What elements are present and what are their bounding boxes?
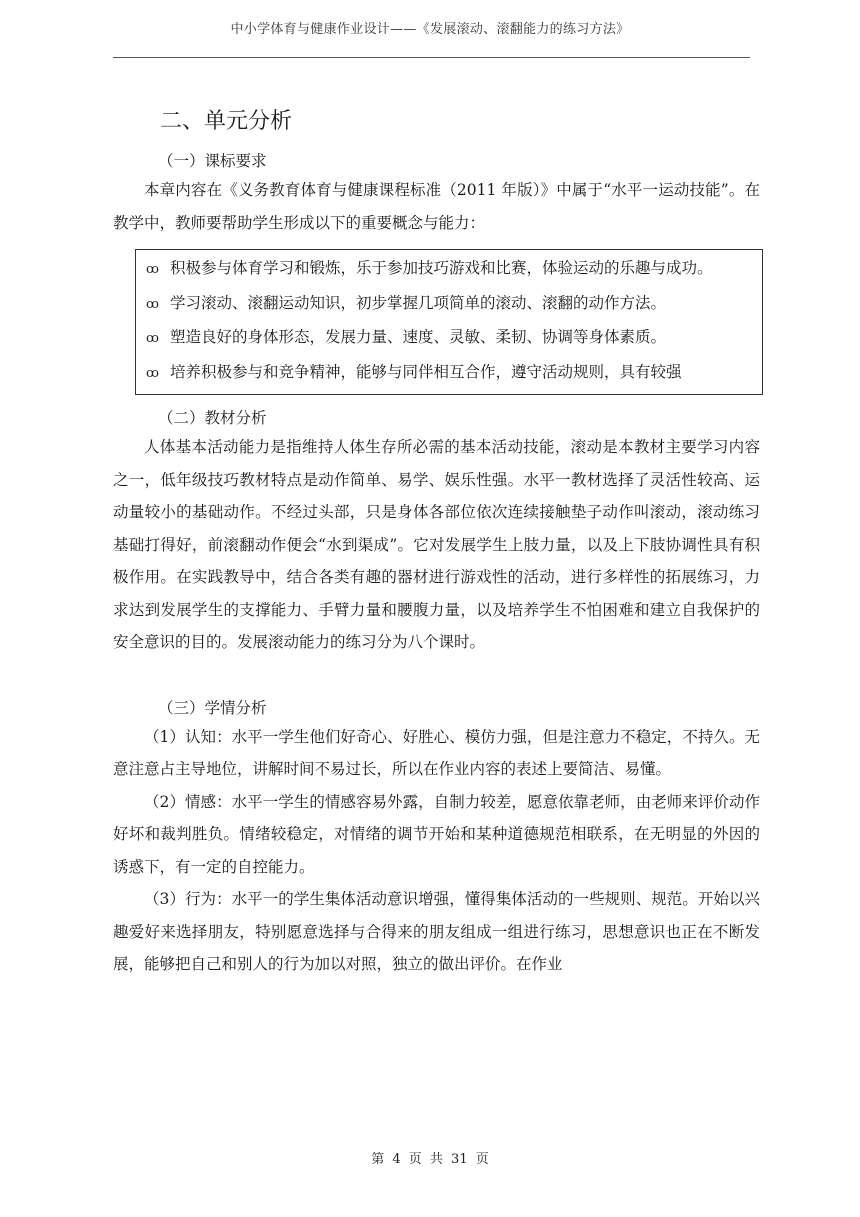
swirl-bullet-icon: ꝏ [146,331,159,346]
spacer [113,659,760,691]
materials-text: 人体基本活动能力是指维持人体生存所必需的基本活动技能，滚动是本教材主要学习内容之一，低年级技巧教材特点是动作简单、易学、娱乐性强。水平一教材选择了灵活性较高、运动量较小的基础动作。不经过头部，只是身体各部位依次连续接触垫子动作叫滚动，滚动练习基础打得好，前滚翻动作便会“水到渠成”。它对发展学生上肢力量，以及上下肢协调性具有积极作用。在实践教导中，结合各类有趣的器材进行游戏性的活动，进行多样性的拓展练习，力求达到发展学生的支撑能力、手臂力量和腰腹力量，以及培养学生不怕困难和建立自我保护的安全意识的目的。发展滚动能力的练习分为八个课时。 [113,438,760,651]
curriculum-heading: （一）课标要求 [158,152,267,170]
requirement-text: 塑造良好的身体形态，发展力量、速度、灵敏、柔韧、协调等身体素质。 [170,328,667,346]
swirl-bullet-icon: ꝏ [146,365,159,381]
materials-heading: （二）教材分析 [158,409,267,427]
page-content [113,100,760,981]
learners-emotion: （2）情感：水平一学生的情感容易外露，自制力较差，愿意依靠老师，由老师来评价动作好坏和裁判胜负。情绪较稳定，对情绪的调节开始和某种道德规范相联系，在无明显的外因的诱惑下，有一定的自控能力。 [113,792,760,876]
requirement-item [146,252,752,287]
requirement-text: 积极参与体育学习和锻炼，乐于参加技巧游戏和比赛，体验运动的乐趣与成功。 [170,259,713,277]
learners-heading: （三）学情分析 [158,698,267,717]
swirl-bullet-icon: ꝏ [146,296,159,312]
header-divider [113,57,750,58]
requirement-item [146,356,752,391]
requirement-text: 培养积极参与和竞争精神，能够与同伴相互合作，遵守活动规则，具有较强 [170,362,682,381]
requirement-item [146,321,752,356]
swirl-bullet-icon: ꝏ [146,262,159,277]
curriculum-intro: 本章内容在《义务教育体育与健康课程标准（2011 年版）》中属于“水平一运动技能”。在教学中，教师要帮助学生形成以下的重要概念与能力： [113,181,760,232]
requirement-item [146,287,752,322]
page-header: 中小学体育与健康作业设计——《发展滚动、滚翻能力的练习方法》 [230,22,630,37]
requirement-text: 学习滚动、滚翻运动知识，初步掌握几项简单的滚动、滚翻的动作方法。 [170,293,667,312]
learners-behavior: （3）行为：水平一的学生集体活动意识增强，懂得集体活动的一些规则、规范。开始以兴趣爱好来选择朋友，特别愿意选择与合得来的朋友组成一组进行练习，思想意识也正在不断发展，能够把自己和别人的行为加以对照，独立的做出评价。在作业 [113,890,760,973]
requirements-box [135,249,763,395]
page-number: 第 4 页 共 31 页 [371,1152,489,1167]
learners-cognition: （1）认知：水平一学生他们好奇心、好胜心、模仿力强，但是注意力不稳定，不持久。无意注意占主导地位，讲解时间不易过长，所以在作业内容的表述上要简洁、易懂。 [113,727,760,778]
section-title: 二、单元分析 [160,109,293,134]
